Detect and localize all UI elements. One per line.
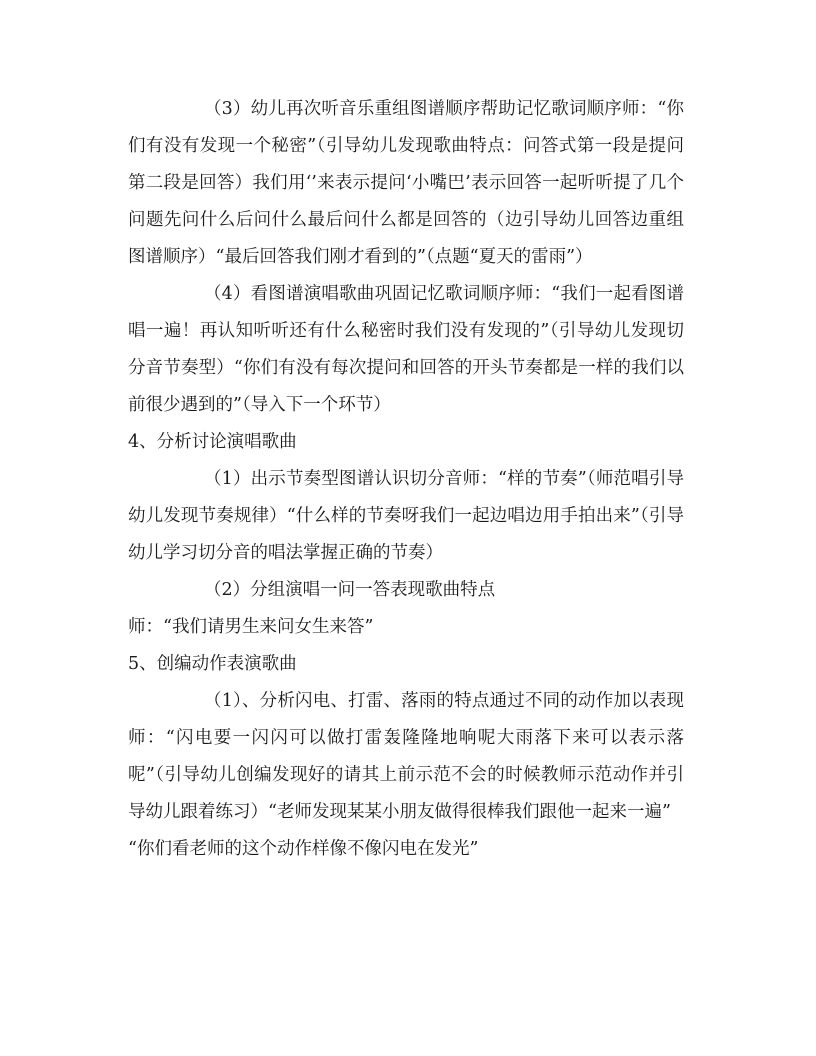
section-heading-5: 5、创编动作表演歌曲 bbox=[128, 654, 297, 674]
paragraph-rhythm-1: （1）出示节奏型图谱认识切分音师：“样的节奏”（师范唱引导幼儿发现节奏规律）“什么样的节奏呀我们一起边唱边用手拍出来”（引导幼儿学习切分音的唱法掌握正确的节奏） bbox=[128, 469, 684, 563]
paragraph-movement-1: （1）、分析闪电、打雷、落雨的特点通过不同的动作加以表现师：“闪电要一闪闪可以做打雷轰隆隆地响呢大雨落下来可以表示落呢”（引导幼儿创编发现好的请其上前示范不会的时候教师示范动作并引导幼儿跟着练习）“老师发现某某小朋友做得很棒我们跟他一起来一遍” bbox=[128, 691, 684, 822]
document-body bbox=[128, 91, 684, 868]
paragraph-step-4: （4）看图谱演唱歌曲巩固记忆歌词顺序师：“我们一起看图谱唱一遍！再认知听听还有什么秘密时我们没有发现的”（引导幼儿发现切分音节奏型）“你们有没有每次提问和回答的开头节奏都是一样的我们以前很少遇到的”（导入下一个环节） bbox=[128, 284, 684, 415]
paragraph-group-singing-2: （2）分组演唱一问一答表现歌曲特点 bbox=[204, 580, 496, 600]
paragraph-step-3: （3）幼儿再次听音乐重组图谱顺序帮助记忆歌词顺序师：“你们有没有发现一个秘密”（引导幼儿发现歌曲特点：问答式第一段是提问第二段是回答）我们用‘’来表示提问‘小嘴巴’表示回答一起听听提了几个问题先问什么后问什么最后问什么都是回答的（边引导幼儿回答边重组图谱顺序）“最后回答我们刚才看到的”（点题“夏天的雷雨”） bbox=[128, 99, 684, 267]
teacher-quote: 师：“我们请男生来问女生来答” bbox=[128, 617, 374, 637]
section-heading-4: 4、分析讨论演唱歌曲 bbox=[128, 432, 297, 452]
teacher-quote-lightning: “你们看老师的这个动作样像不像闪电在发光” bbox=[128, 839, 479, 859]
